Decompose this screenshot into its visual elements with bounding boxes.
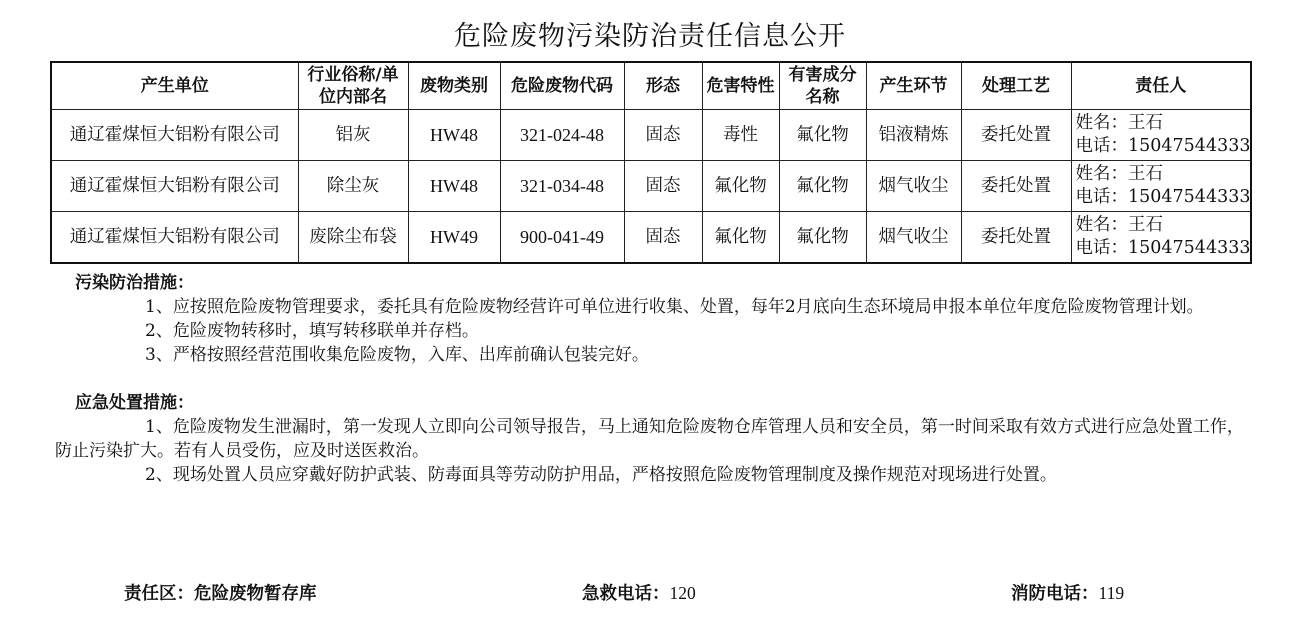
fire-phone — [1011, 580, 1124, 605]
cell-code: 321-024-48 — [500, 110, 624, 161]
prevention-item: 1、应按照危险废物管理要求，委托具有危险废物经营许可单位进行收集、处置，每年2月底向生态环境局申报本单位年度危险废物管理计划。 — [145, 297, 1204, 317]
hazardous-waste-table — [50, 61, 1252, 264]
table-header-row — [51, 62, 1251, 110]
prevention-item: 3、严格按照经营范围收集危险废物，入库、出库前确认包装完好。 — [145, 345, 649, 365]
prevention-item: 2、危险废物转移时，填写转移联单并存档。 — [145, 321, 479, 341]
zone-value: 危险废物暂存库 — [194, 584, 317, 604]
emergency-item: 1、危险废物发生泄漏时，第一发现人立即向公司领导报告，马上通知危险废物仓库管理人员和安全员，第一时间采取有效方式进行应急处置工作，防止污染扩大。若有人员受伤，应及时送医救治。 — [55, 417, 1244, 461]
cell-unit: 通辽霍煤恒大铝粉有限公司 — [51, 212, 298, 264]
zone-label: 责任区： — [124, 584, 194, 604]
cell-hazard: 氟化物 — [702, 212, 779, 264]
cell-code: 900-041-49 — [500, 212, 624, 264]
person-phone: 电话：15047544333 — [1075, 136, 1251, 156]
prevention-section — [55, 271, 1255, 367]
table-row — [51, 212, 1251, 264]
rescue-phone — [582, 580, 696, 605]
cell-category: HW49 — [408, 212, 500, 264]
header-form: 形态 — [624, 62, 702, 110]
page-title: 危险废物污染防治责任信息公开 — [454, 21, 846, 52]
cell-person — [1071, 161, 1251, 212]
table-row — [51, 110, 1251, 161]
header-process: 处理工艺 — [961, 62, 1071, 110]
cell-person — [1071, 110, 1251, 161]
header-person: 责任人 — [1071, 62, 1251, 110]
person-phone: 电话：15047544333 — [1075, 187, 1251, 207]
person-name: 姓名：王石 — [1075, 113, 1163, 133]
fire-value: 119 — [1098, 583, 1125, 603]
cell-unit: 通辽霍煤恒大铝粉有限公司 — [51, 110, 298, 161]
cell-name: 铝灰 — [298, 110, 408, 161]
cell-unit: 通辽霍煤恒大铝粉有限公司 — [51, 161, 298, 212]
cell-process: 委托处置 — [961, 212, 1071, 264]
cell-stage: 烟气收尘 — [866, 212, 961, 264]
cell-process: 委托处置 — [961, 161, 1071, 212]
cell-form: 固态 — [624, 161, 702, 212]
person-name: 姓名：王石 — [1075, 215, 1163, 235]
cell-component: 氟化物 — [779, 110, 866, 161]
cell-component: 氟化物 — [779, 161, 866, 212]
header-code: 危险废物代码 — [500, 62, 624, 110]
cell-code: 321-034-48 — [500, 161, 624, 212]
header-unit: 产生单位 — [51, 62, 298, 110]
cell-hazard: 毒性 — [702, 110, 779, 161]
emergency-heading: 应急处置措施： — [75, 393, 194, 413]
person-phone: 电话：15047544333 — [1075, 238, 1251, 258]
cell-person — [1071, 212, 1251, 264]
cell-form: 固态 — [624, 110, 702, 161]
header-hazard: 危害特性 — [702, 62, 779, 110]
emergency-item: 2、现场处置人员应穿戴好防护武装、防毒面具等劳动防护用品，严格按照危险废物管理制度及操作规范对现场进行处置。 — [145, 465, 1057, 485]
table-row — [51, 161, 1251, 212]
person-name: 姓名：王石 — [1075, 164, 1163, 184]
cell-hazard: 氟化物 — [702, 161, 779, 212]
cell-name: 废除尘布袋 — [298, 212, 408, 264]
rescue-label: 急救电话： — [582, 584, 670, 604]
cell-name: 除尘灰 — [298, 161, 408, 212]
rescue-value: 120 — [669, 583, 696, 603]
cell-category: HW48 — [408, 110, 500, 161]
prevention-heading: 污染防治措施： — [75, 273, 194, 293]
cell-stage: 铝液精炼 — [866, 110, 961, 161]
cell-category: HW48 — [408, 161, 500, 212]
header-component: 有害成分名称 — [779, 62, 866, 110]
fire-label: 消防电话： — [1011, 584, 1099, 604]
cell-stage: 烟气收尘 — [866, 161, 961, 212]
cell-component: 氟化物 — [779, 212, 866, 264]
emergency-section — [55, 391, 1255, 487]
header-stage: 产生环节 — [866, 62, 961, 110]
cell-form: 固态 — [624, 212, 702, 264]
responsibility-zone — [124, 580, 317, 605]
header-name: 行业俗称/单位内部名 — [298, 62, 408, 110]
cell-process: 委托处置 — [961, 110, 1071, 161]
header-category: 废物类别 — [408, 62, 500, 110]
